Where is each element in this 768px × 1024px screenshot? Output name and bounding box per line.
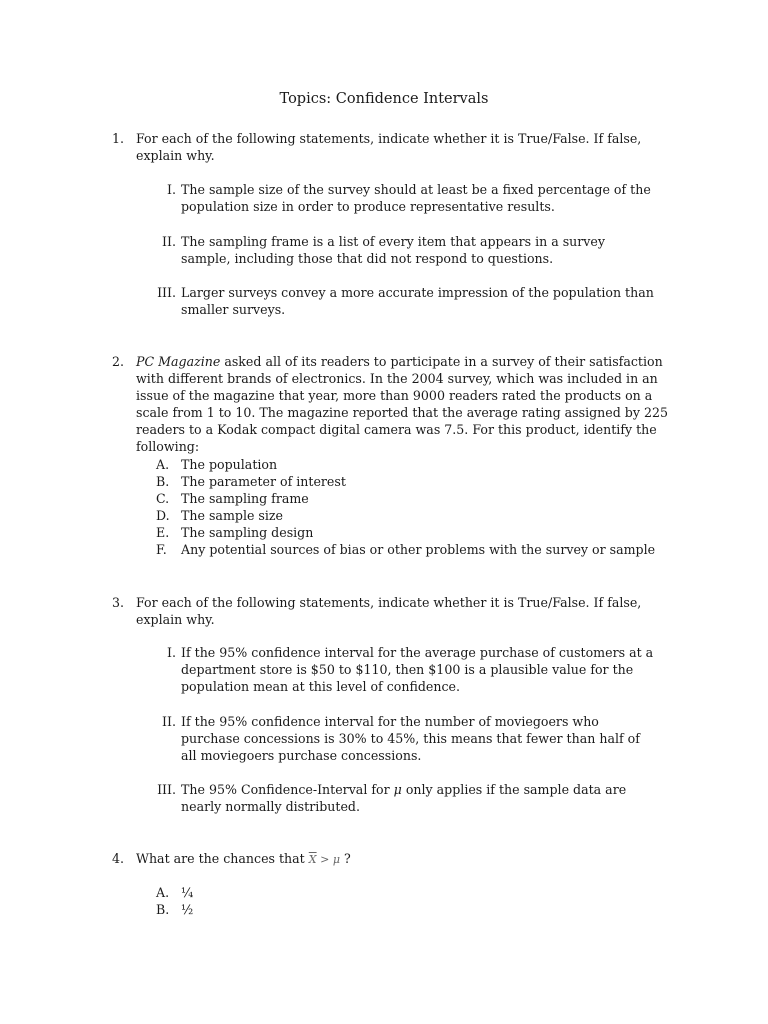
- question-number: 4.: [112, 851, 125, 866]
- item-text: Larger surveys convey a more accurate impression of the population than smaller surveys.: [181, 285, 654, 317]
- option-text: The population: [181, 457, 278, 472]
- q3-item-ii: [156, 713, 656, 764]
- q2-option-d: [156, 507, 676, 524]
- item-marker: I.: [167, 182, 176, 197]
- item-marker: I.: [167, 645, 176, 660]
- item-text: The sample size of the survey should at least be a fixed percentage of the population size in order to produce representative results.: [181, 182, 651, 214]
- question-text: [136, 353, 672, 455]
- item-text: If the 95% confidence interval for the average purchase of customers at a department store is $50 to $110, then $100 is a plausible value for the population mean at this level of confidence.: [181, 645, 654, 694]
- question-text-before: What are the chances that: [136, 851, 309, 866]
- option-marker: B.: [156, 902, 170, 917]
- q2-option-c: [156, 490, 676, 507]
- mu-symbol: μ: [332, 853, 340, 866]
- question-text: For each of the following statements, indicate whether it is True/False. If false, explain why.: [136, 131, 642, 163]
- option-marker: B.: [156, 474, 170, 489]
- question-text-after: ?: [339, 851, 351, 866]
- q1-item-i: [156, 181, 656, 215]
- question-3: [112, 594, 672, 628]
- item-marker: III.: [157, 782, 176, 797]
- question-number: 2.: [112, 354, 125, 369]
- q3-item-iii: [156, 781, 656, 815]
- item-text: [181, 781, 656, 815]
- question-text: [136, 850, 672, 868]
- option-marker: D.: [156, 508, 170, 523]
- question-text: For each of the following statements, indicate whether it is True/False. If false, explain why.: [136, 595, 642, 627]
- mu-symbol: μ: [393, 782, 402, 797]
- greater-than-symbol: >: [316, 853, 333, 866]
- q4-option-a: [156, 884, 676, 901]
- option-text: The sampling frame: [181, 491, 309, 506]
- question-body: asked all of its readers to participate in a survey of their satisfaction with different brands of electronics. In the 2004 survey, which was included in an issue of the magazine that year, more than 9000 readers rated the products on a scale from 1 to 10. The magazine reported that the average rating assigned by 225 readers to a Kodak compact digital camera was 7.5. For this product, identify the following:: [136, 354, 668, 454]
- question-1: [112, 130, 672, 164]
- item-marker: II.: [162, 714, 176, 729]
- item-text-before: The 95% Confidence-Interval for: [181, 782, 394, 797]
- question-2: [112, 353, 672, 455]
- option-marker: A.: [156, 885, 170, 900]
- question-number: 3.: [112, 595, 125, 610]
- option-text: The sample size: [181, 508, 284, 523]
- item-marker: III.: [157, 285, 176, 300]
- option-text: The parameter of interest: [181, 474, 346, 489]
- q4-option-b: [156, 901, 676, 918]
- q2-option-b: [156, 473, 676, 490]
- option-text: Any potential sources of bias or other problems with the survey or sample: [181, 542, 656, 557]
- x-bar-symbol: $\overline{X}$: [308, 853, 317, 866]
- option-marker: A.: [156, 457, 170, 472]
- option-marker: E.: [156, 525, 170, 540]
- q2-option-a: [156, 456, 676, 473]
- item-text: If the 95% confidence interval for the number of moviegoers who purchase concessions is 30% to 45%, this means that fewer than half of all moviegoers purchase concessions.: [181, 714, 640, 763]
- item-marker: II.: [162, 234, 176, 249]
- question-4: [112, 850, 672, 868]
- option-text: ¼: [181, 885, 194, 900]
- option-text: The sampling design: [181, 525, 314, 540]
- item-text: The sampling frame is a list of every item that appears in a survey sample, including those that did not respond to questions.: [181, 234, 605, 266]
- math-expression: [309, 853, 340, 866]
- q2-option-e: [156, 524, 676, 541]
- q3-item-i: [156, 644, 656, 695]
- option-marker: C.: [156, 491, 170, 506]
- question-number: 1.: [112, 131, 125, 146]
- q1-item-iii: [156, 284, 656, 318]
- option-marker: F.: [156, 542, 167, 557]
- q1-item-ii: [156, 233, 656, 267]
- magazine-title: PC Magazine: [136, 354, 221, 369]
- page-title: Topics: Confidence Intervals: [279, 91, 489, 107]
- q2-option-f: [156, 541, 676, 558]
- item-text-after: only applies if the sample data are nearly normally distributed.: [181, 782, 627, 814]
- option-text: ½: [181, 902, 194, 917]
